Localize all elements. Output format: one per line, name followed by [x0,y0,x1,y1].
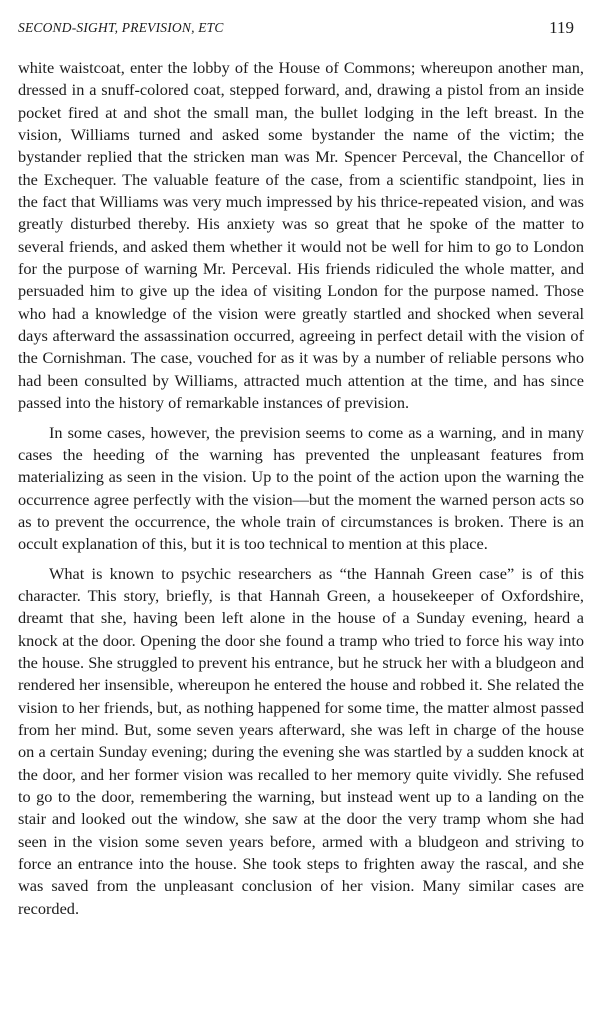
running-header [18,16,574,40]
paragraph-spacer [18,415,584,422]
body-text [18,57,584,920]
paragraph-prevision-warning: In some cases, however, the prevision seems to come as a warning, and in many cases the heeding of the warning has prevented the unpleasant features from materializing as seen in the vision. Up to the point of the action upon the warning the occurrence agree perfectly with the vision—but the moment the warned person acts so as to prevent the occurrence, the whole train of circumstances is broken. There is an occult explanation of this, but it is too technical to mention at this place. [18,422,584,554]
paragraph-continued: white waistcoat, enter the lobby of the House of Commons; whereupon another man, dressed in a snuff-colored coat, stepped forward, and, drawing a pistol from an inside pocket fired at and shot the small man, the bullet lodging in the left breast. In the vision, Williams turned and asked some bystander the name of the victim; the bystander replied that the stricken man was Mr. Spencer Perceval, the Chancellor of the Exchequer. The valuable feature of the case, from a scientific standpoint, lies in the fact that Williams was very much impressed by his thrice-repeated vision, and was greatly disturbed thereby. His anxiety was so great that he spoke of the matter to several friends, and asked them whether it would not be well for him to go to London for the purpose of warning Mr. Perceval. His friends ridiculed the whole matter, and persuaded him to give up the idea of visiting London for the purpose named. Those who had a knowledge of the vision were greatly startled and shocked when several days afterward the assassination occurred, agreeing in perfect detail with the vision of the Cornishman. The case, vouched for as it was by a number of reliable persons who had been consulted by Williams, attracted much attention at the time, and has since passed into the history of remarkable instances of prevision. [18,58,584,413]
running-title: SECOND-SIGHT, PREVISION, ETC [18,20,224,35]
page-number: 119 [549,18,574,37]
paragraph-spacer [18,556,584,563]
paragraph-hannah-green-case: What is known to psychic researchers as “the Hannah Green case” is of this character. This story, briefly, is that Hannah Green, a housekeeper of Oxfordshire, dreamt that she, having been left alone in the house of a Sunday evening, heard a knock at the door. Opening the door she found a tramp who tried to force his way into the house. She struggled to prevent his entrance, but he struck her with a bludgeon and rendered her insensible, whereupon he entered the house and robbed it. She related the vision to her friends, but, as nothing happened for some time, the matter almost passed from her mind. But, some seven years afterward, she was left in charge of the house on a certain Sunday evening; during the evening she was startled by a sudden knock at the door, and her former vision was recalled to her memory quite vividly. She refused to go to the door, remembering the warning, but instead went up to a landing on the stair and looked out the window, she saw at the door the very tramp whom she had seen in the vision some seven years before, armed with a bludgeon and striving to force an entrance into the house. She took steps to frighten away the rascal, and she was saved from the unpleasant conclusion of her vision. Many similar cases are recorded. [18,563,584,918]
